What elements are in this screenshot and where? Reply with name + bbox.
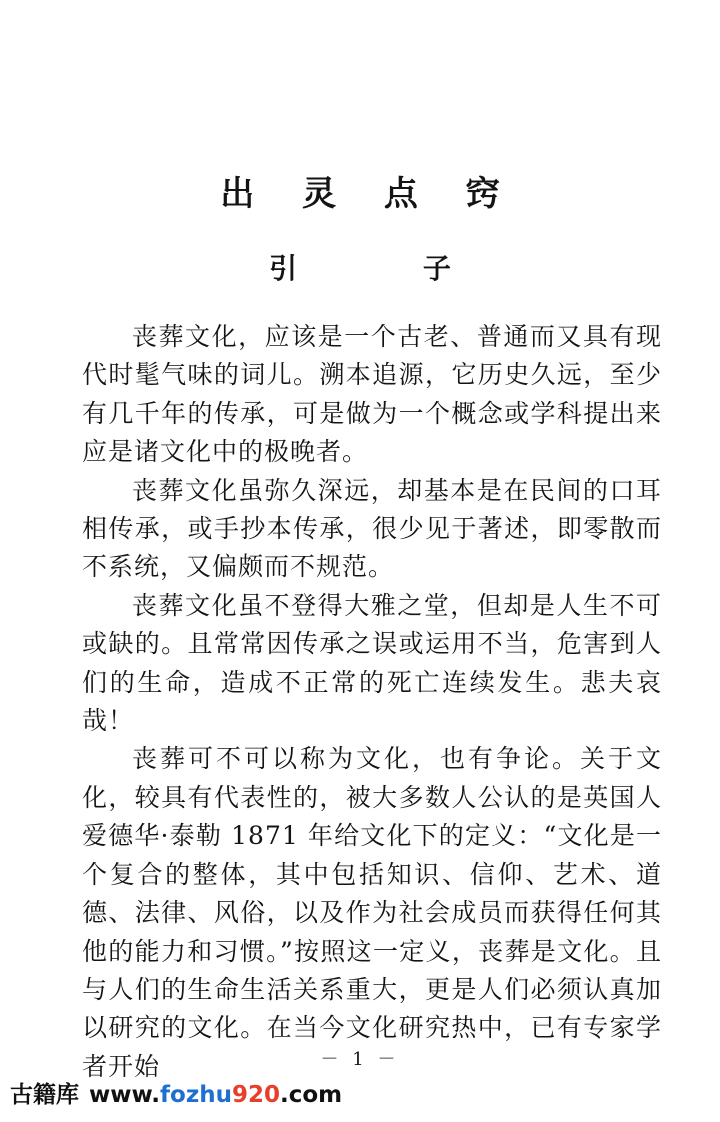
watermark-url-suffix: .com: [279, 1082, 343, 1108]
page-number: － 1 －: [320, 1049, 400, 1070]
paragraph: 丧葬文化虽不登得大雅之堂，但却是人生不可或缺的。且常常因传承之误或运用不当，危害到人们的生命，造成不正常的死亡连续发生。悲夫哀哉！: [82, 590, 662, 736]
watermark-url-number: 920: [231, 1082, 280, 1108]
section-subtitle: 引 子: [269, 252, 509, 285]
watermark-url-brand: fozhu: [160, 1082, 232, 1108]
watermark-site-name: 古籍库: [10, 1082, 79, 1108]
chapter-title: 出 灵 点 窍: [220, 174, 518, 214]
watermark-url-prefix: www.: [89, 1082, 161, 1108]
paragraph: 丧葬文化，应该是一个古老、普通而又具有现代时髦气味的词儿。溯本追源，它历史久远，至少有几千年的传承，可是做为一个概念或学科提出来应是诸文化中的极晚者。: [82, 322, 662, 467]
paragraph: 丧葬可不可以称为文化，也有争论。关于文化，较具有代表性的，被大多数人公认的是英国人爱德华·泰勒 1871 年给文化下的定义：“文化是一个复合的整体，其中包括知识、信仰、艺术、道德、法律、风俗，以及作为社会成员而获得任何其他的能力和习惯。”按照这一定义，丧葬是文化。且与人们的生命生活关系重大，更是人们必须认真加以研究的文化。在当今文化研究热中，已有专家学者开始: [82, 744, 662, 1081]
site-watermark: [10, 1080, 342, 1110]
paragraph: 丧葬文化虽弥久深远，却基本是在民间的口耳相传承，或手抄本传承，很少见于著述，即零散而不系统，又偏颇而不规范。: [82, 475, 662, 582]
body-text: [82, 318, 662, 1086]
